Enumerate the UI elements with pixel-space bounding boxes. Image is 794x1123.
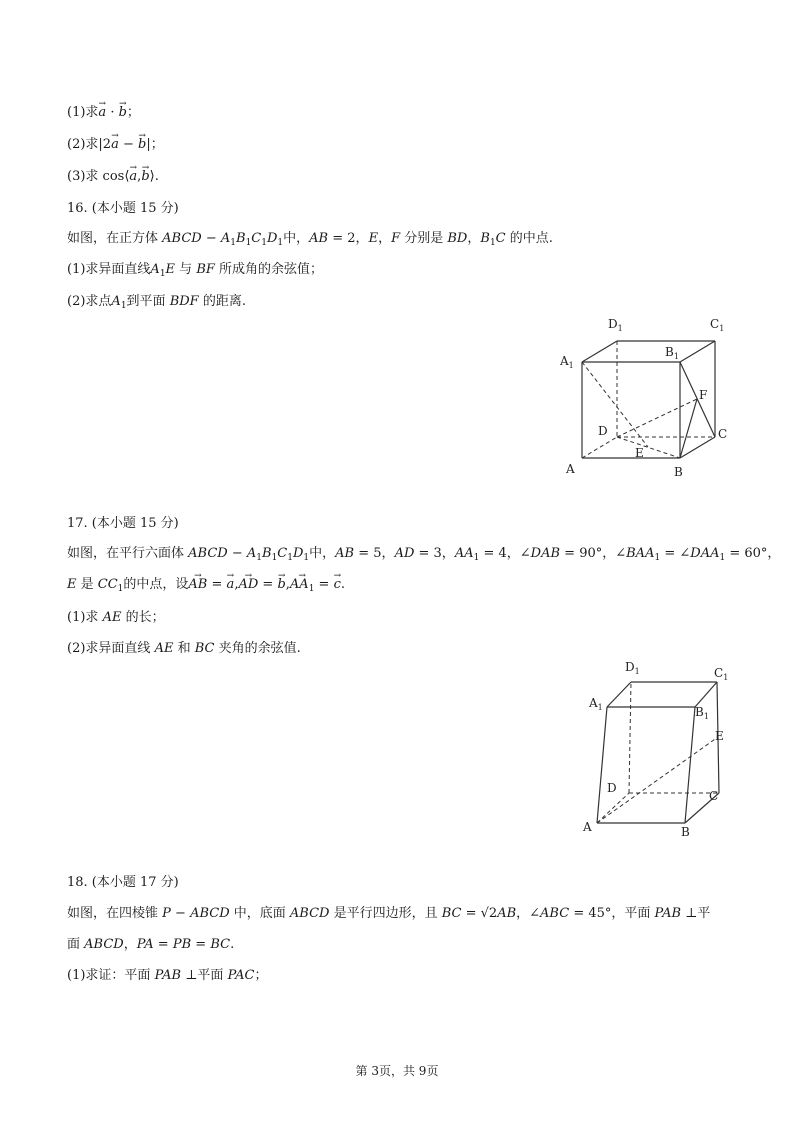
label-c: C (718, 427, 728, 441)
q17-stem-line1: 如图，在平行六面体 ABCD − $A_1B_1C_1D_1$中，AB = 5，AD = 3，$AA_1 = 4$，∠DAB = 90°，$\angle BAA_1$ = $\angle DAA_1 = 60^\circ$， (67, 546, 781, 563)
label-a1: $A_1$ (560, 354, 574, 370)
q16-part1: (1)求异面直线$A_1E$ 与 BF 所成角的余弦值； (67, 262, 324, 279)
segment-b1c (680, 362, 715, 437)
edge-ad (597, 793, 629, 823)
q16-part2: (2)求点$A_1$到平面 BDF 的距离. (67, 294, 246, 311)
edge-b1c1 (695, 682, 717, 707)
label-d1: $D_1$ (625, 660, 640, 676)
edge-aa1 (597, 707, 607, 823)
q17-parallelepiped-figure (575, 655, 745, 845)
label-e: E (635, 446, 644, 460)
q17-stem-line2: E 是 $CC_1$的中点，设→ AB = → a,→ AD = → $b,\to AA_1$ = → c. (67, 576, 345, 598)
label-a: A (583, 820, 592, 834)
label-e: E (715, 729, 724, 743)
q17-heading: 17. (本小题 15 分) (67, 516, 179, 531)
q17-part1: (1)求 AE 的长； (67, 610, 165, 625)
label-a1: $A_1$ (589, 696, 603, 712)
q16-heading: 16. (本小题 15 分) (67, 201, 179, 216)
q16-cube-figure (550, 310, 740, 485)
label-c1: $C_1$ (714, 666, 729, 682)
page-footer: 第 3页，共 9页 (355, 1064, 439, 1078)
edge-ad (582, 437, 617, 458)
label-d: D (598, 424, 608, 438)
label-d1: $D_1$ (608, 317, 623, 333)
label-a: A (566, 462, 575, 476)
edge-bb1 (685, 707, 695, 823)
q18-part1: (1)求证：平面 PAB ⊥平面 PAC； (67, 968, 268, 983)
label-b: B (674, 465, 683, 479)
edge-dd1 (629, 682, 631, 793)
q15-part2: (2)求|2→ a − → b|； (67, 136, 164, 154)
q15-part3: (3)求 cos⟨→ a,→ b⟩. (67, 168, 159, 186)
label-d: D (607, 781, 617, 795)
label-c1: $C_1$ (710, 317, 725, 333)
q18-stem-line2: 面 ABCD，PA = PB = BC. (67, 937, 235, 952)
label-f: F (699, 388, 708, 402)
q18-heading: 18. (本小题 17 分) (67, 875, 179, 890)
q18-stem-line1: 如图，在四棱锥 P − ABCD 中，底面 ABCD 是平行四边形，且 BC = √2AB，∠ABC = 45°，平面 PAB ⊥平 (67, 906, 711, 921)
edge-a1d1 (607, 682, 631, 707)
edge-b1c1 (680, 341, 715, 362)
q17-part2: (2)求异面直线 AE 和 BC 夹角的余弦值. (67, 641, 301, 656)
edge-a1d1 (582, 341, 617, 362)
label-b: B (681, 825, 690, 839)
segment-a1e (582, 362, 648, 447)
segment-bd (617, 437, 680, 458)
label-b1: $B_1$ (665, 345, 679, 361)
label-b1: $B_1$ (695, 705, 709, 721)
segment-df (617, 399, 697, 437)
q16-stem: 如图，在正方体 ABCD − $A_1B_1C_1D_1$中，AB = 2，E，F 分别是 BD，$B_1C$ 的中点. (67, 231, 553, 248)
label-c: C (709, 789, 719, 803)
q15-part1: (1)求→ a · → b； (67, 104, 140, 122)
